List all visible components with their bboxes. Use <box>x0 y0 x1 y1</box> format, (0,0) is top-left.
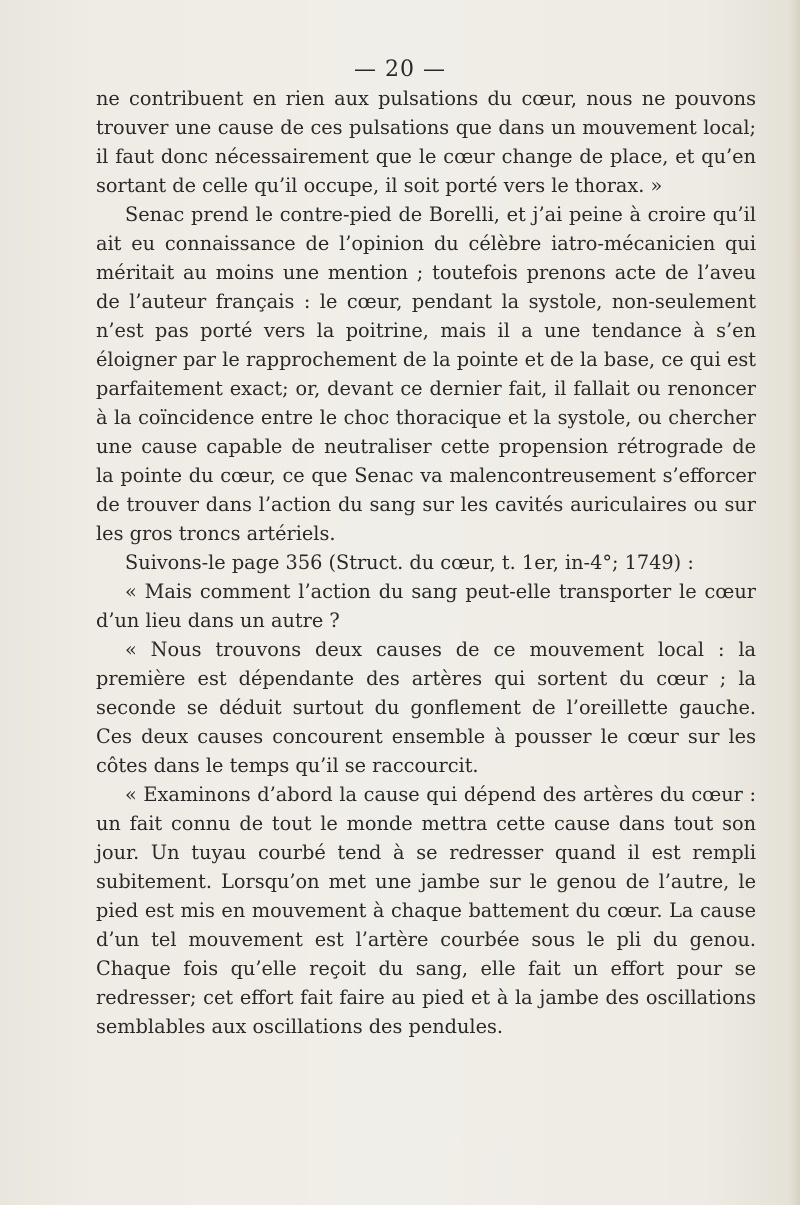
paragraph-3: Suivons-le page 356 (Struct. du cœur, t. 1er, in-4°; 1749) : <box>125 551 694 574</box>
page-number: — 20 — <box>354 57 446 82</box>
paragraph-2: Senac prend le contre-pied de Borelli, et j’ai peine à croire qu’il ait eu connaissance de l’opinion du célèbre iatro-mécanicien qui méritait au moins une mention ; toutefois prenons acte de l’aveu de l’auteur français : le cœur, pendant la systole, non-seulement n’est pas porté vers la poitrine, mais il a une tendance à s’en éloigner par le rapprochement de la pointe et de la base, ce qui est parfaitement exact; or, devant ce dernier fait, il fallait ou renoncer à la coïncidence entre le choc thoracique et la systole, ou chercher une cause capable de neutraliser cette propension rétrograde de la pointe du cœur, ce que Senac va malencontreusement s’efforcer de trouver dans l’action du sang sur les cavités auriculaires ou sur les gros troncs artériels. <box>96 203 756 545</box>
paragraph-4: « Mais comment l’action du sang peut-elle transporter le cœur d’un lieu dans un autre ? <box>96 580 756 632</box>
page-edge-shadow <box>790 0 800 1205</box>
paragraph-6: « Examinons d’abord la cause qui dépend des artères du cœur : un fait connu de tout le monde mettra cette cause dans tout son jour. Un tuyau courbé tend à se redresser quand il est rempli subitement. Lorsqu’on met une jambe sur le genou de l’autre, le pied est mis en mouvement à chaque battement du cœur. La cause d’un tel mouvement est l’artère courbée sous le pli du genou. Chaque fois qu’elle reçoit du sang, elle fait un effort pour se redresser; cet effort fait faire au pied et à la jambe des oscillations semblables aux oscillations des pendules. <box>96 783 756 1038</box>
body-text <box>96 84 756 1041</box>
paragraph-5: « Nous trouvons deux causes de ce mouvement local : la première est dépendante des artères qui sortent du cœur ; la seconde se déduit surtout du gonflement de l’oreillette gauche. Ces deux causes concourent ensemble à pousser le cœur sur les côtes dans le temps qu’il se raccourcit. <box>96 638 756 777</box>
paragraph-1: ne contribuent en rien aux pulsations du cœur, nous ne pouvons trouver une cause de ces pulsations que dans un mouvement local; il faut donc nécessairement que le cœur change de place, et qu’en sortant de celle qu’il occupe, il soit porté vers le thorax. » <box>96 87 756 197</box>
